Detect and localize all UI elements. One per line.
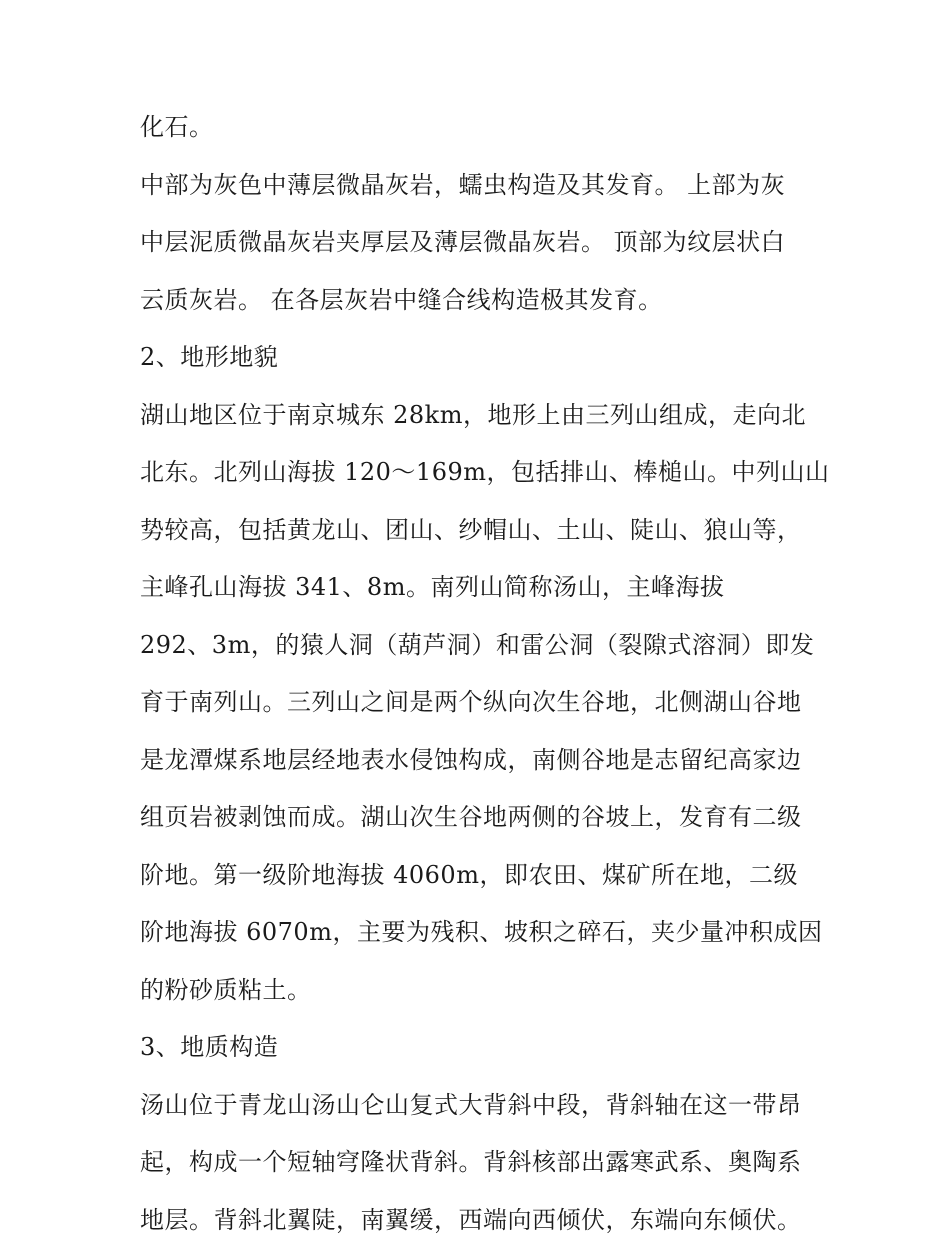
- text-line: 育于南列山。三列山之间是两个纵向次生谷地，北侧湖山谷地: [140, 688, 802, 716]
- text-line: 阶地海拔 6070m，主要为残积、坡积之碎石，夹少量冲积成因: [140, 918, 823, 946]
- text-line: 292、3m，的猿人洞（葫芦洞）和雷公洞（裂隙式溶洞）即发: [140, 630, 815, 659]
- section-heading: 2、地形地貌: [140, 343, 279, 371]
- text-line: 组页岩被剥蚀而成。湖山次生谷地两侧的谷坡上，发育有二级: [140, 803, 802, 831]
- text-line: 北东。北列山海拔 120～169m，包括排山、棒槌山。中列山山: [140, 458, 830, 486]
- text-line: 起，构成一个短轴穹隆状背斜。背斜核部出露寒武系、奥陶系: [140, 1148, 802, 1176]
- document-page: [140, 110, 830, 1260]
- text-line: 化石。: [140, 113, 214, 141]
- text-line: 是龙潭煤系地层经地表水侵蚀构成，南侧谷地是志留纪高家边: [140, 745, 802, 774]
- text-line: 中部为灰色中薄层微晶灰岩，蠕虫构造及其发育。 上部为灰: [140, 170, 786, 199]
- text-line: 的粉砂质粘土。: [140, 975, 312, 1004]
- text-line: 中层泥质微晶灰岩夹厚层及薄层微晶灰岩。 顶部为纹层状白: [140, 228, 786, 256]
- text-line: 主峰孔山海拔 341、8m。南列山简称汤山，主峰海拔: [140, 573, 725, 601]
- text-line: 势较高，包括黄龙山、团山、纱帽山、土山、陡山、狼山等，: [140, 515, 802, 544]
- text-line: 云质灰岩。 在各层灰岩中缝合线构造极其发育。: [140, 285, 663, 314]
- text-line: 湖山地区位于南京城东 28km，地形上由三列山组成，走向北: [140, 400, 806, 429]
- text-line: 阶地。第一级阶地海拔 4060m，即农田、煤矿所在地，二级: [140, 860, 798, 889]
- text-line: 地层。背斜北翼陡，南翼缓，西端向西倾伏，东端向东倾伏。: [140, 1205, 802, 1234]
- section-heading: 3、地质构造: [140, 1033, 279, 1061]
- text-line: 汤山位于青龙山汤山仑山复式大背斜中段，背斜轴在这一带昂: [140, 1090, 802, 1119]
